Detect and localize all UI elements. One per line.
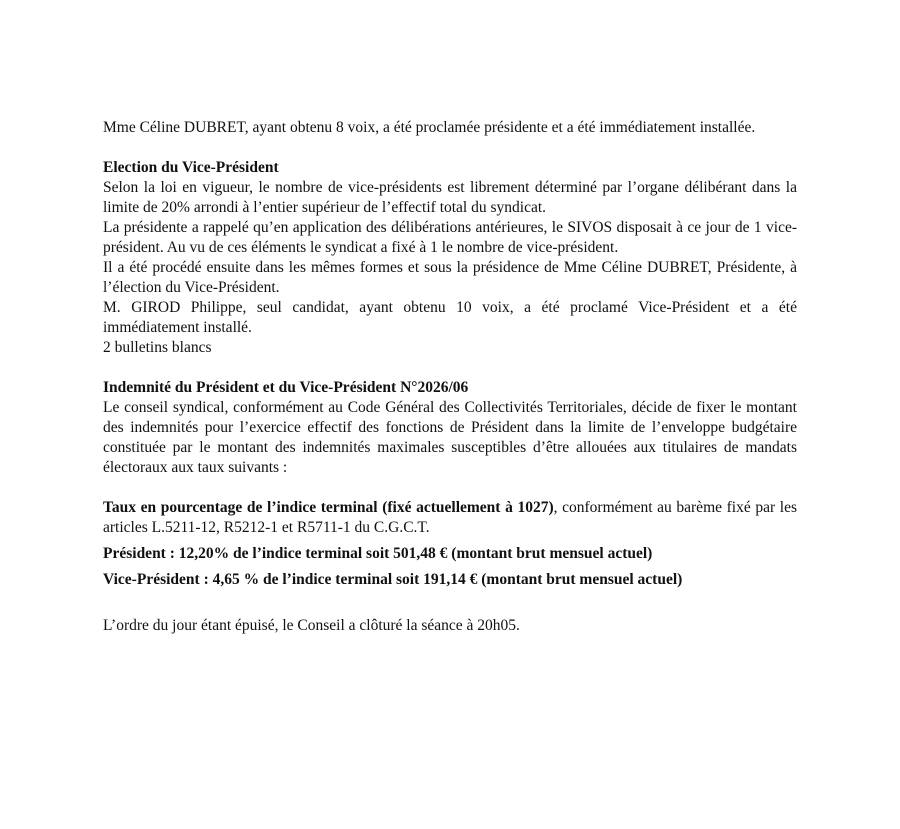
section-heading-vice-president-election: Election du Vice-Président: [103, 159, 279, 176]
closing-paragraph: L’ordre du jour étant épuisé, le Conseil a clôturé la séance à 20h05.: [103, 617, 520, 634]
paragraph-rate-basis: [103, 498, 797, 538]
vice-president-indemnity-line: Vice-Président : 4,65 % de l’indice terminal soit 191,14 € (montant brut mensuel actuel): [103, 571, 683, 588]
paragraph-vp-elected: M. GIROD Philippe, seul candidat, ayant obtenu 10 voix, a été proclamé Vice-Président et a été immédiatement installé.: [103, 299, 797, 336]
paragraph-vp-count-law: Selon la loi en vigueur, le nombre de vice-présidents est librement déterminé par l’organe délibérant dans la limite de 20% arrondi à l’entier supérieur de l’effectif total du syndicat.: [103, 179, 797, 216]
rate-basis-bold: Taux en pourcentage de l’indice terminal (fixé actuellement à 1027): [103, 499, 554, 516]
intro-paragraph: Mme Céline DUBRET, ayant obtenu 8 voix, a été proclamée présidente et a été immédiatement installée.: [103, 119, 756, 136]
document-body: [103, 118, 797, 636]
paragraph-indemnities-decision: Le conseil syndical, conformément au Code Général des Collectivités Territoriales, décide de fixer le montant des indemnités pour l’exercice effectif des fonctions de Président dans la limite de l’enveloppe budgétaire constituée par le montant des indemnités maximales susceptibles d’être allouées aux titulaires de mandats électoraux aux taux suivants :: [103, 399, 797, 476]
president-indemnity-line: Président : 12,20% de l’indice terminal soit 501,48 € (montant brut mensuel actuel): [103, 545, 653, 562]
paragraph-vp-election-procedure: Il a été procédé ensuite dans les mêmes formes et sous la présidence de Mme Céline DUBRET, Présidente, à l’élection du Vice-Président.: [103, 259, 797, 296]
rate-basis-rest: , conformément au barème fixé par les articles L.5211-12, R5212-1 et R5711-1 du C.G.C.T.: [103, 499, 797, 536]
paragraph-blank-ballots: 2 bulletins blancs: [103, 339, 212, 356]
paragraph-vp-count-fixed: La présidente a rappelé qu’en application des délibérations antérieures, le SIVOS disposait à ce jour de 1 vice-président. Au vu de ces éléments le syndicat a fixé à 1 le nombre de vice-président.: [103, 219, 797, 256]
section-heading-indemnities: Indemnité du Président et du Vice-Président N°2026/06: [103, 379, 469, 396]
